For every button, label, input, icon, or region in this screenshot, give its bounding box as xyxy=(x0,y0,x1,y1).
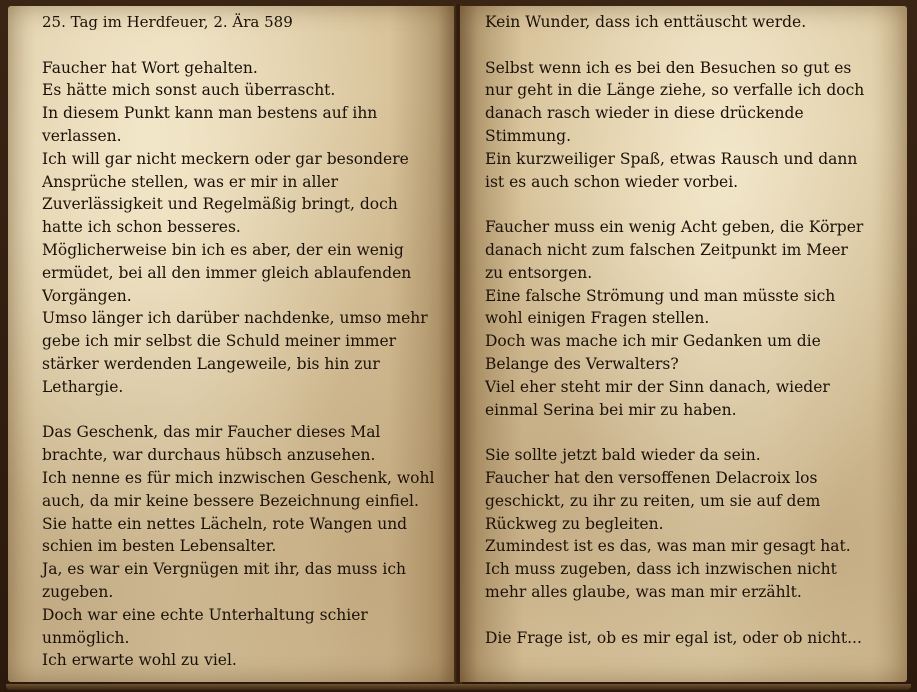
text-line: Ja, es war ein Vergnügen mit ihr, das muss ich xyxy=(42,560,406,579)
text-line: Zumindest ist es das, was man mir gesagt hat. xyxy=(485,537,851,556)
text-line: Das Geschenk, das mir Faucher dieses Mal xyxy=(42,423,381,442)
text-line: gebe ich mir selbst die Schuld meiner immer xyxy=(42,332,397,351)
text-line: brachte, war durchaus hübsch anzusehen. xyxy=(42,446,376,465)
text-line: Eine falsche Strömung und man müsste sich xyxy=(485,286,836,305)
text-line: hatte ich schon besseres. xyxy=(42,218,241,237)
text-line: Belange des Verwalters? xyxy=(485,354,679,373)
text-line: Zuverlässigkeit und Regelmäßig bringt, doch xyxy=(42,195,398,214)
text-line: In diesem Punkt kann man bestens auf ihn xyxy=(42,104,378,123)
text-line: Stimmung. xyxy=(485,126,572,145)
text-line: verlassen. xyxy=(42,126,122,145)
text-line: danach rasch wieder in diese drückende xyxy=(485,104,804,123)
text-line: mehr alles glaube, was man mir erzählt. xyxy=(485,582,802,601)
journal-date: 25. Tag im Herdfeuer, 2. Ära 589 xyxy=(42,13,293,31)
text-line: Lethargie. xyxy=(42,377,124,396)
text-line: Faucher hat den versoffenen Delacroix los xyxy=(485,468,818,487)
text-line: zugeben. xyxy=(42,582,114,601)
text-line: schien im besten Lebensalter. xyxy=(42,537,277,556)
text-line xyxy=(42,399,448,422)
text-line: Viel eher steht mir der Sinn danach, wieder xyxy=(485,377,830,396)
text-line: Ich muss zugeben, dass ich inzwischen nicht xyxy=(485,560,837,579)
text-line: ermüdet, bei all den immer gleich ablaufenden xyxy=(42,263,412,282)
text-line: Die Frage ist, ob es mir egal ist, oder ob nicht... xyxy=(485,628,862,647)
text-line xyxy=(485,604,899,627)
text-line: einmal Serina bei mir zu haben. xyxy=(485,400,737,419)
right-page[interactable] xyxy=(460,6,907,682)
text-line: Doch was mache ich mir Gedanken um die xyxy=(485,332,821,351)
text-line: Rückweg zu begleiten. xyxy=(485,514,664,533)
text-line: geschickt, zu ihr zu reiten, um sie auf dem xyxy=(485,491,821,510)
text-line: Ich nenne es für mich inzwischen Geschenk, wohl xyxy=(42,468,435,487)
text-line: danach nicht zum falschen Zeitpunkt im Meer xyxy=(485,240,848,259)
text-line: unmöglich. xyxy=(42,628,130,647)
text-line: Umso länger ich darüber nachdenke, umso mehr xyxy=(42,309,428,328)
text-line: ist es auch schon wieder vorbei. xyxy=(485,172,739,191)
text-line: Sie hatte ein nettes Lächeln, rote Wangen und xyxy=(42,514,408,533)
text-line xyxy=(485,34,899,57)
text-line xyxy=(485,421,899,444)
text-line: Faucher muss ein wenig Acht geben, die Körper xyxy=(485,218,864,237)
text-line: Selbst wenn ich es bei den Besuchen so gut es xyxy=(485,58,852,77)
text-line: Sie sollte jetzt bald wieder da sein. xyxy=(485,446,761,465)
text-line: nur geht in die Länge ziehe, so verfalle ich doch xyxy=(485,81,865,100)
text-line xyxy=(485,193,899,216)
text-line: Ein kurzweiliger Spaß, etwas Rausch und dann xyxy=(485,149,858,168)
text-line: Ansprüche stellen, was er mir in aller xyxy=(42,172,338,191)
text-line: Ich will gar nicht meckern oder gar besondere xyxy=(42,149,409,168)
text-line: Doch war eine echte Unterhaltung schier xyxy=(42,605,368,624)
text-line: Ich erwarte wohl zu viel. xyxy=(42,651,237,670)
text-line: Möglicherweise bin ich es aber, der ein wenig xyxy=(42,240,404,259)
text-line: zu entsorgen. xyxy=(485,263,593,282)
text-line: stärker werdenden Langeweile, bis hin zur xyxy=(42,354,380,373)
text-line: Es hätte mich sonst auch überrascht. xyxy=(42,81,336,100)
page-edges xyxy=(6,684,911,690)
text-line: Kein Wunder, dass ich enttäuscht werde. xyxy=(485,13,807,31)
text-line: wohl einigen Fragen stellen. xyxy=(485,309,710,328)
left-page[interactable] xyxy=(8,6,456,682)
text-line: auch, da mir keine bessere Bezeichnung einfiel. xyxy=(42,491,419,510)
text-line: Faucher hat Wort gehalten. xyxy=(42,58,258,77)
text-line xyxy=(42,34,448,57)
text-line: Vorgängen. xyxy=(42,286,132,305)
